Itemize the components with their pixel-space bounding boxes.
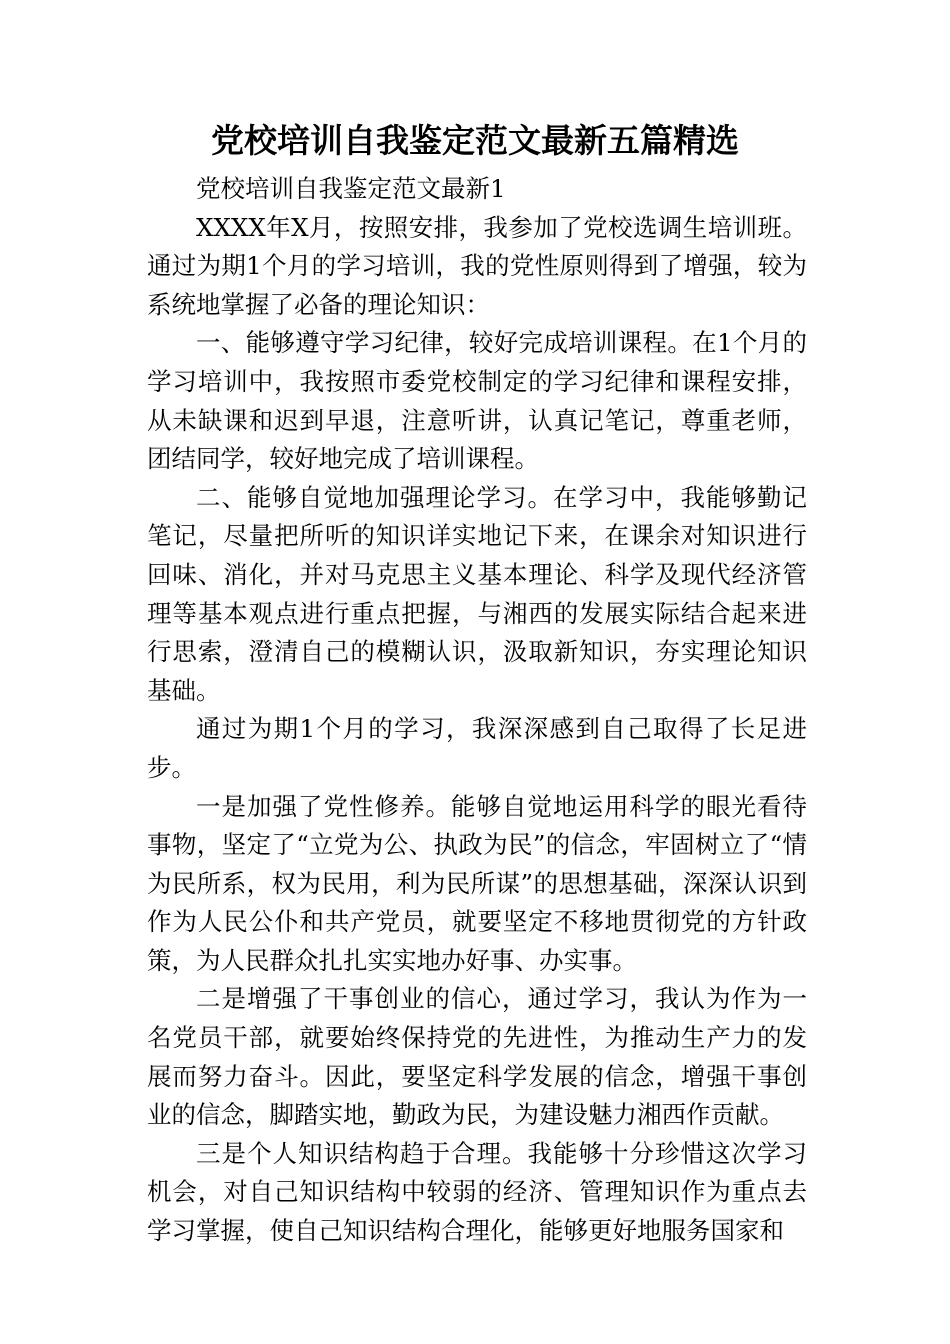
body-paragraph: 二是增强了干事创业的信心，通过学习，我认为作为一名党员干部，就要始终保持党的先进性，为推动生产力的发展而努力奋斗。因此，要坚定科学发展的信念，增强干事创业的信念，脚踏实地，勤政为民，为建设魅力湘西作贡献。 (147, 984, 807, 1130)
intro-paragraph: XXXX年X月，按照安排，我参加了党校选调生培训班。通过为期1个月的学习培训，我的党性原则得到了增强，较为系统地掌握了必备的理论知识： (147, 212, 807, 319)
document-body (147, 170, 807, 1251)
body-paragraph: 一是加强了党性修养。能够自觉地运用科学的眼光看待事物，坚定了“立党为公、执政为民”的信念，牢固树立了“情为民所系，权为民用，利为民所谋”的思想基础，深深认识到作为人民公仆和共产党员，就要坚定不移地贯彻党的方针政策，为人民群众扎扎实实地办好事、办实事。 (147, 791, 807, 975)
subtitle-paragraph: 党校培训自我鉴定范文最新1 (196, 174, 506, 203)
body-paragraph: 三是个人知识结构趋于合理。我能够十分珍惜这次学习机会，对自己知识结构中较弱的经济、管理知识作为重点去学习掌握，使自己知识结构合理化，能够更好地服务国家和 (147, 1138, 807, 1246)
body-paragraph: 通过为期1个月的学习，我深深感到自己取得了长足进步。 (147, 714, 807, 782)
body-paragraph: 一、能够遵守学习纪律，较好完成培训课程。在1个月的学习培训中，我按照市委党校制定的学习纪律和课程安排，从未缺课和迟到早退，注意听讲，认真记笔记，尊重老师，团结同学，较好地完成了培训课程。 (147, 328, 807, 474)
body-paragraph: 二、能够自觉地加强理论学习。在学习中，我能够勤记笔记，尽量把所听的知识详实地记下来，在课余对知识进行回味、消化，并对马克思主义基本理论、科学及现代经济管理等基本观点进行重点把握，与湘西的发展实际结合起来进行思索，澄清自己的模糊认识，汲取新知识，夯实理论知识基础。 (147, 482, 807, 705)
document-title: 党校培训自我鉴定范文最新五篇精选 (211, 121, 739, 160)
